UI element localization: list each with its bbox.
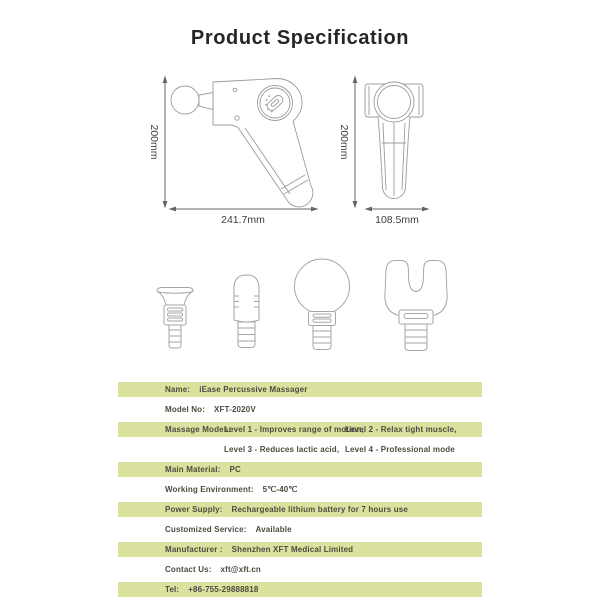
spec-row-customized-service: [118, 517, 482, 542]
spec-label: Power Supply:: [165, 505, 223, 514]
spec-label: Name:: [165, 385, 191, 394]
spec-value: Available: [255, 525, 292, 534]
ball-attachment-shape: [171, 86, 199, 114]
side-height-label: 200mm: [148, 124, 160, 160]
spec-value: XFT-2020V: [214, 405, 256, 414]
front-height-dimension: [338, 76, 357, 209]
spec-value: PC: [229, 465, 241, 474]
spec-label: Main Material:: [165, 465, 221, 474]
spec-row-name: [118, 382, 482, 397]
technical-drawings: [130, 65, 470, 235]
spec-label: Working Environment:: [165, 485, 254, 494]
front-width-label: 108.5mm: [375, 214, 419, 226]
spec-label: Tel:: [165, 585, 180, 594]
spec-label: Manufacturer :: [165, 545, 223, 554]
front-view-drawing: [338, 76, 430, 227]
side-view-drawing: [148, 76, 319, 227]
spec-label: Contact Us:: [165, 565, 212, 574]
front-width-dimension: [365, 207, 430, 226]
spec-row-power-supply: [118, 502, 482, 517]
fork-head-drawing: [385, 261, 447, 351]
spec-value: Shenzhen XFT Medical Limited: [231, 545, 354, 554]
flat-head-drawing: [157, 288, 193, 349]
spec-value: Rechargeable lithium battery for 7 hours use: [231, 505, 408, 514]
spec-value: Level 3 - Reduces lactic acid,: [224, 445, 340, 454]
page-title: Product Specification: [190, 27, 410, 49]
attachment-connector: [199, 93, 213, 110]
spec-row-massage-modes: [118, 422, 482, 437]
spec-table: [118, 382, 482, 597]
front-head-circle: [374, 82, 414, 122]
spec-row-model: [118, 397, 482, 422]
spec-row-contact: [118, 557, 482, 582]
bullet-head-drawing: [234, 275, 259, 348]
spec-label: Model No:: [165, 405, 206, 414]
spec-value: Level 4 - Professional mode: [345, 445, 455, 454]
spec-label: Massage Modes:: [165, 425, 232, 434]
spec-row-tel: [118, 582, 482, 597]
screw-detail: [235, 116, 239, 120]
side-height-dimension: [148, 76, 167, 209]
gun-body-outline: [213, 79, 313, 207]
spec-row-manufacturer: [118, 542, 482, 557]
spec-value: Level 1 - Improves range of motion,: [224, 425, 364, 434]
spec-value: Level 2 - Relax tight muscle,: [345, 425, 457, 434]
spec-row-working-environment: [118, 477, 482, 502]
round-ball-head-drawing: [295, 259, 350, 350]
power-button-icon: [258, 86, 293, 121]
spec-value: 5℃-40℃: [262, 485, 298, 494]
spec-value: iEase Percussive Massager: [199, 385, 308, 394]
side-width-label: 241.7mm: [221, 214, 265, 226]
spec-row-massage-modes-cont: [118, 437, 482, 462]
front-height-label: 200mm: [338, 124, 350, 160]
screw-detail: [233, 88, 237, 92]
spec-label: Customized Service:: [165, 525, 247, 534]
attachment-heads: [140, 248, 460, 372]
spec-value: +86-755-29888818: [188, 585, 259, 594]
spec-row-material: [118, 462, 482, 477]
spec-value: xft@xft.cn: [220, 565, 261, 574]
side-width-dimension: [169, 207, 319, 226]
